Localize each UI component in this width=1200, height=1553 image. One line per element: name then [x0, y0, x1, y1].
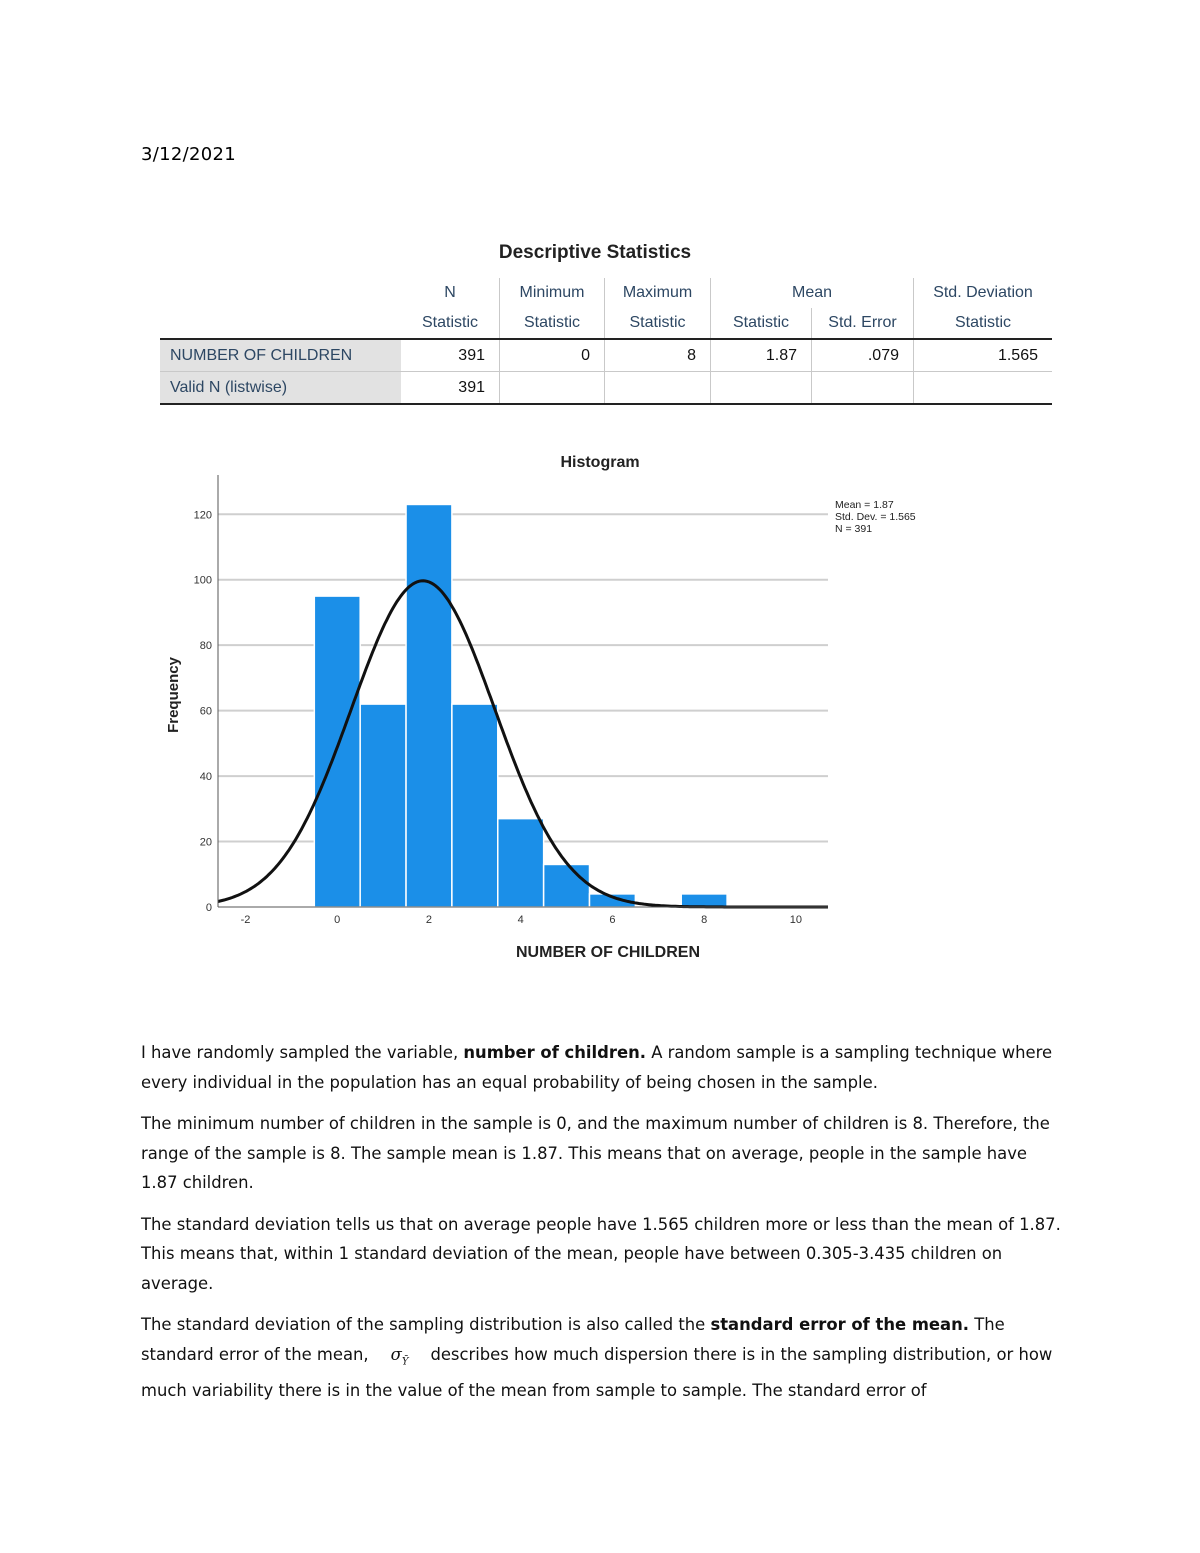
histogram-bar: [544, 864, 590, 907]
chart-legend: [835, 499, 916, 535]
header-n: N: [444, 284, 456, 301]
table-sub-header-row: [160, 308, 1052, 339]
p1-text-a: I have randomly sampled the variable,: [141, 1043, 464, 1062]
subheader-max-statistic: Statistic: [605, 308, 711, 339]
p4-text-bold: standard error of the mean.: [710, 1315, 969, 1334]
header-minimum: Minimum: [500, 278, 605, 308]
table-cell: [711, 372, 812, 405]
histogram-bar: [314, 596, 360, 907]
y-tick-label: 20: [199, 836, 212, 849]
p4-text-a: The standard deviation of the sampling distribution is also called the: [141, 1315, 711, 1334]
x-tick-label: -2: [240, 914, 251, 926]
p1-text-c: A random sample is a sampling technique where every individual in the population has an equal probability of being chosen in the sample.: [141, 1043, 1053, 1092]
p1-text-bold: number of children.: [463, 1043, 646, 1062]
table-cell: 1.87: [711, 339, 812, 372]
histogram-chart: [150, 445, 950, 970]
sigma-subscript: Ȳ: [401, 1355, 409, 1367]
x-tick-label: 8: [701, 914, 708, 926]
histogram-bar: [452, 704, 498, 907]
table-cell: .079: [812, 339, 914, 372]
x-axis-label: NUMBER OF CHILDREN: [516, 944, 700, 961]
x-tick-label: 10: [789, 914, 803, 926]
y-tick-label: 0: [205, 902, 212, 914]
x-tick-label: 0: [334, 914, 341, 926]
paragraph-2: The minimum number of children in the sample is 0, and the maximum number of children is 8. Therefore, the range of the sample is 8. The sample mean is 1.87. This means that on average, people in the sample have 1.87 children.: [141, 1114, 1050, 1192]
paragraph-4: [141, 1310, 1061, 1406]
table-cell: [812, 372, 914, 405]
body-text: [141, 1038, 1061, 1418]
paragraph-3: The standard deviation tells us that on average people have 1.565 children more or less than the mean of 1.87. This means that, within 1 standard deviation of the mean, people have between 0.305-3.435 children on average.: [141, 1214, 1061, 1293]
table-cell: [914, 372, 1053, 405]
descriptive-statistics-table: [160, 278, 1052, 405]
y-tick-label: 60: [199, 705, 212, 718]
paragraph-1: [141, 1038, 1061, 1097]
table-row: [160, 339, 1052, 372]
gridlines: [218, 514, 828, 841]
table-cell: 0: [500, 339, 605, 372]
p4-text-d: describes how much dispersion there is in the sampling distribution, or how much variability there is in the value of the mean from sample to sample. The standard error of: [141, 1344, 1053, 1401]
subheader-min-statistic: Statistic: [500, 308, 605, 339]
sigma-letter: σ: [390, 1344, 402, 1364]
table-cell: 391: [401, 372, 500, 405]
header-mean: Mean: [711, 278, 914, 308]
y-axis-label: Frequency: [165, 657, 182, 733]
table-cell: [500, 372, 605, 405]
legend-mean: Mean = 1.87: [835, 499, 894, 511]
header-std-deviation: Std. Deviation: [914, 278, 1053, 308]
x-tick-label: 2: [425, 914, 433, 926]
subheader-sd-statistic: Statistic: [914, 308, 1053, 339]
legend-sd: Std. Dev. = 1.565: [835, 511, 916, 523]
document-date: 3/12/2021: [141, 144, 236, 165]
y-tick-label: 120: [193, 509, 212, 522]
row-label: NUMBER OF CHILDREN: [160, 339, 401, 372]
table-group-header-row: [160, 278, 1052, 308]
histogram-bar: [406, 504, 452, 907]
header-maximum: Maximum: [605, 278, 711, 308]
legend-n: N = 391: [835, 523, 873, 535]
table-cell: [605, 372, 711, 405]
subheader-n-statistic: Statistic: [401, 308, 500, 339]
histogram-bar: [498, 819, 544, 907]
x-tick-label: 4: [517, 914, 524, 926]
table-cell: 8: [605, 339, 711, 372]
histogram-bar: [681, 894, 727, 907]
y-tick-label: 80: [199, 640, 212, 653]
sigma-symbol: [391, 1340, 409, 1377]
subheader-mean-statistic: Statistic: [711, 308, 812, 339]
y-tick-label: 100: [193, 574, 212, 587]
stats-table-title: Descriptive Statistics: [498, 242, 692, 263]
table-corner-sub: [160, 308, 401, 339]
table-row: [160, 372, 1052, 405]
table-cell: 1.565: [914, 339, 1053, 372]
histogram-bars: [314, 504, 727, 907]
chart-title: Histogram: [560, 454, 640, 471]
row-label: Valid N (listwise): [160, 372, 401, 405]
p4-text-c: The standard error of the mean,: [141, 1315, 1005, 1364]
x-tick-label: 6: [609, 914, 616, 926]
y-tick-label: 40: [199, 771, 212, 784]
table-corner: [160, 278, 401, 308]
table-cell: 391: [401, 339, 500, 372]
histogram-bar: [360, 704, 406, 907]
subheader-mean-std-error: Std. Error: [812, 308, 914, 339]
